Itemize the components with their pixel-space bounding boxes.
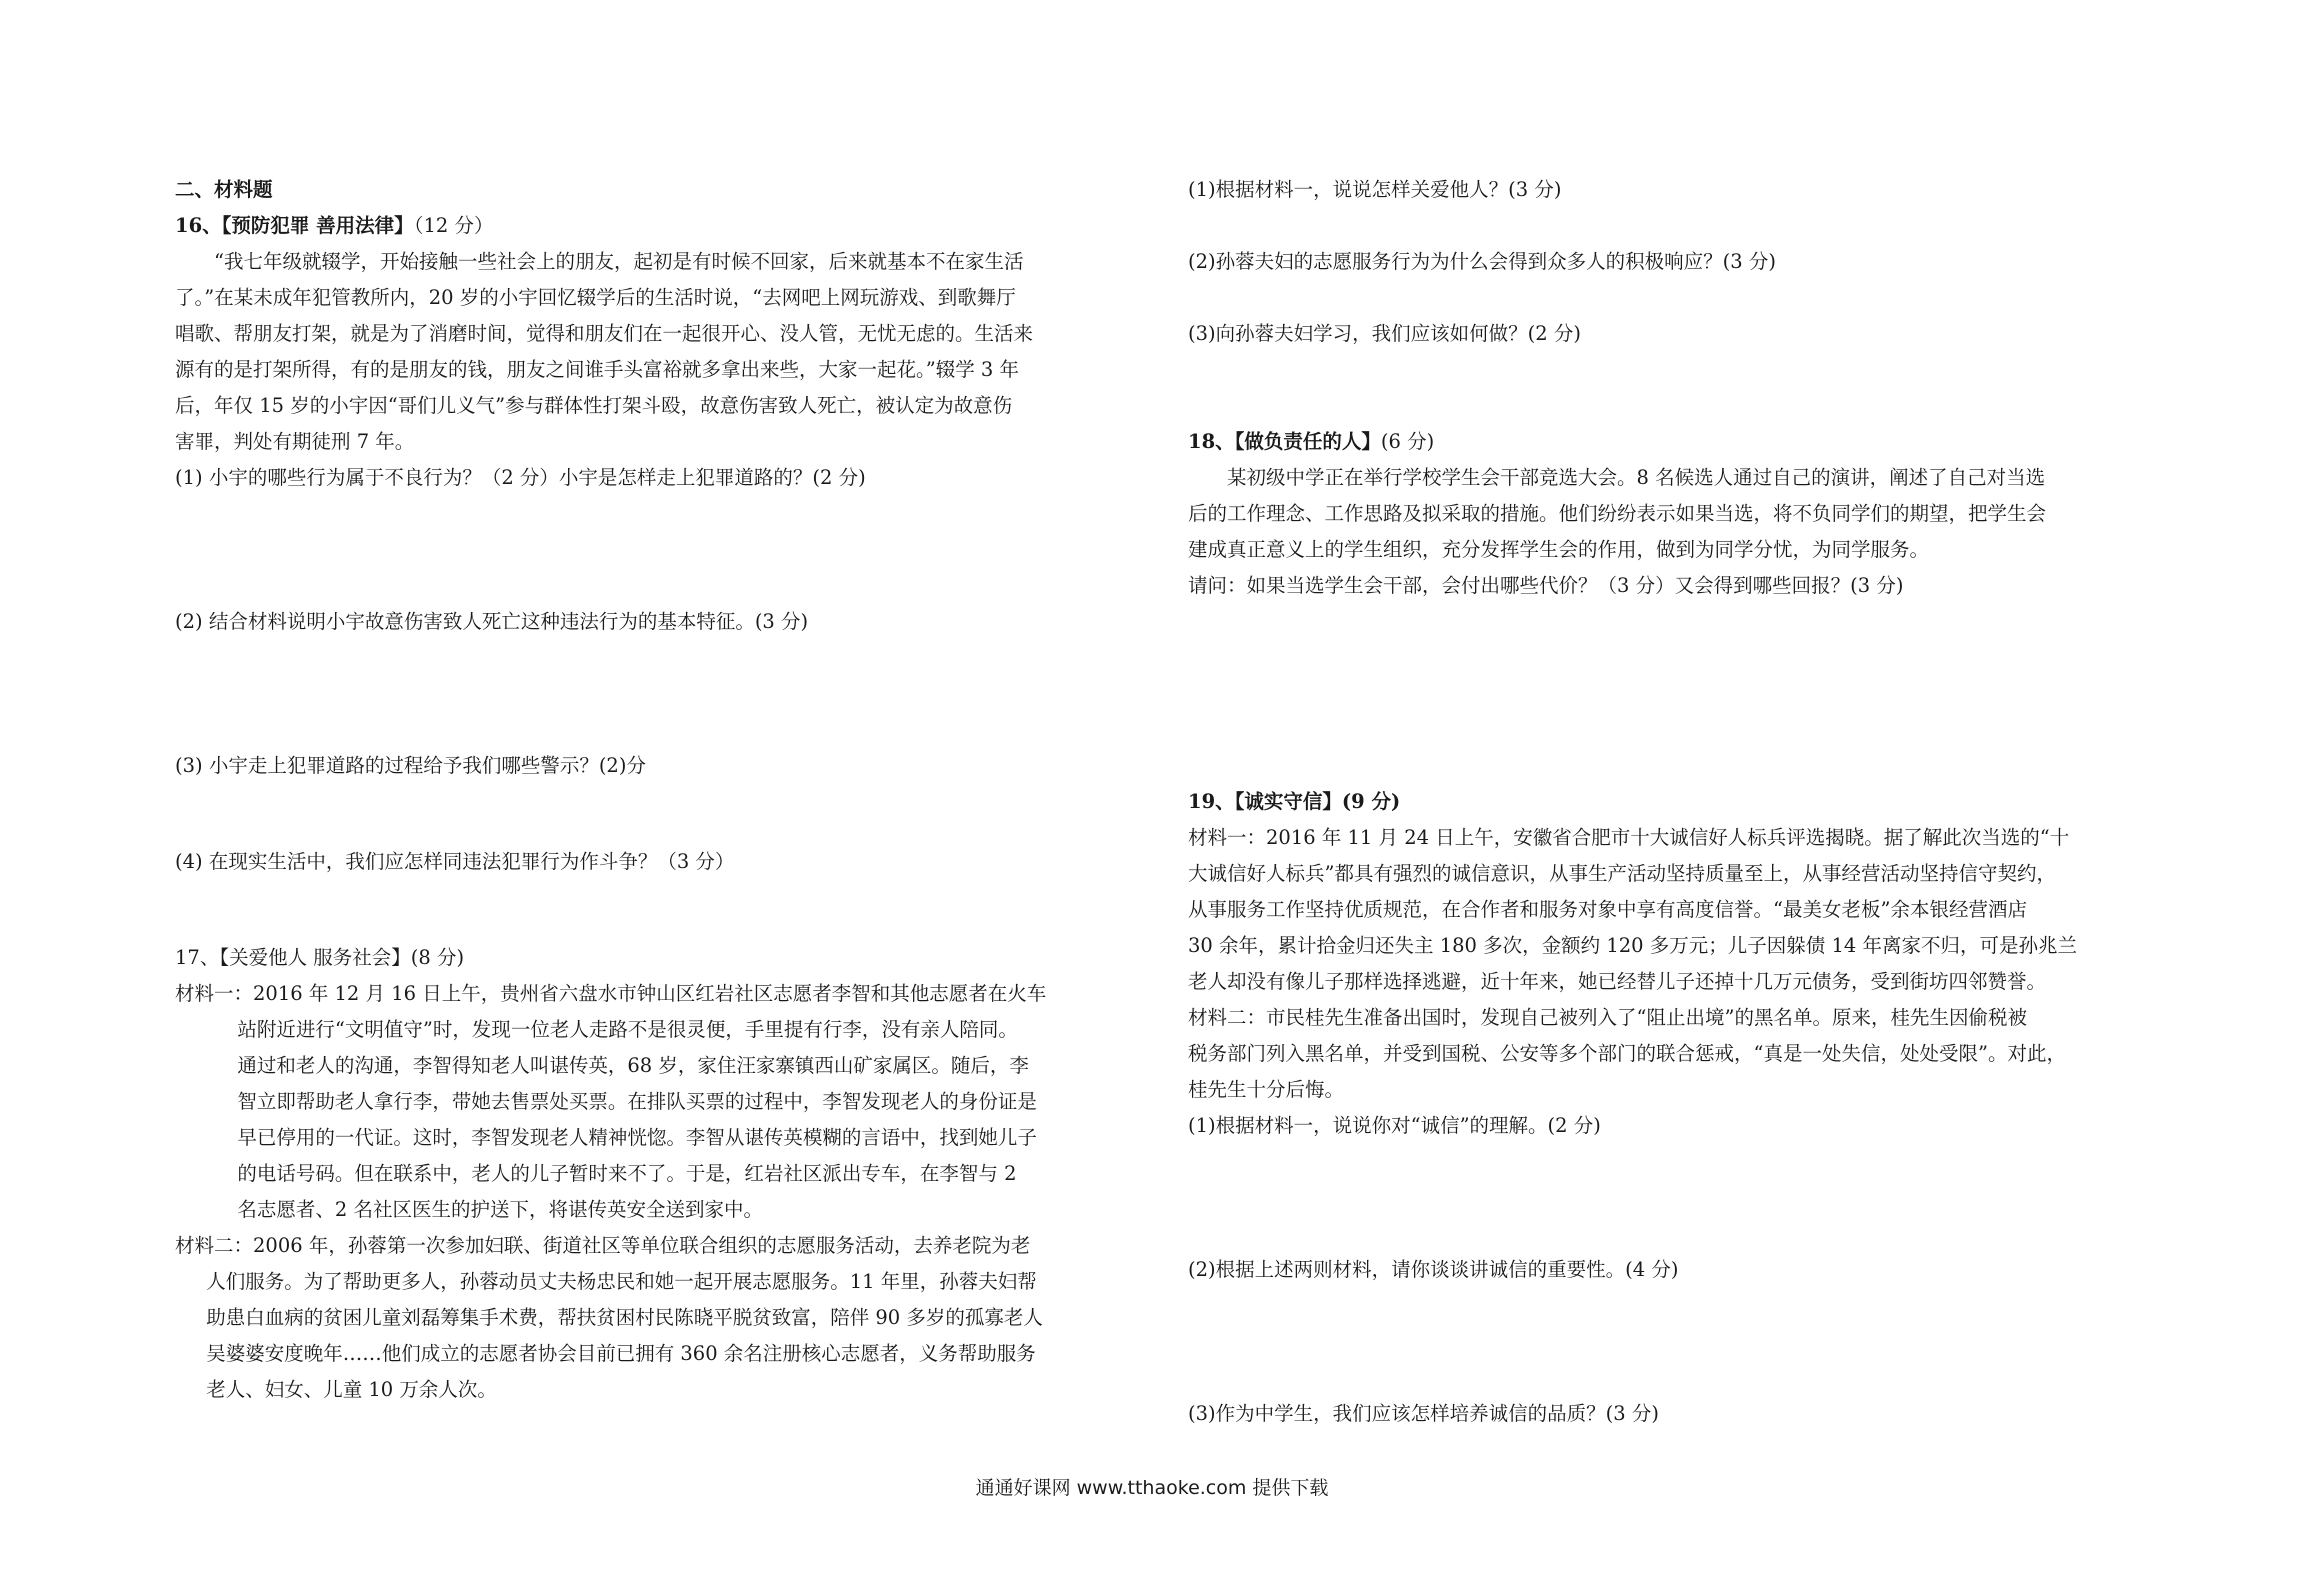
q16-title: 16、【预防犯罪 善用法律】 <box>175 214 414 237</box>
q18-heading <box>1188 424 2158 460</box>
q18-title: 18、【做负责任的人】 <box>1188 430 1381 453</box>
answer-space <box>1188 280 2158 316</box>
q19-material1-line: 老人却没有像儿子那样选择逃避，近十年来，她已经替儿子还掉十几万元债务，受到街坊四邻赞誉。 <box>1188 970 2047 993</box>
q19-material1-line: 30 余年，累计拾金归还失主 180 多次，金额约 120 多万元；儿子因躲债 14 年离家不归，可是孙兆兰 <box>1188 934 2077 957</box>
q18-material-line: 某初级中学正在举行学校学生会干部竞选大会。8 名候选人通过自己的演讲，阐述了自己对当选 <box>1227 466 2046 489</box>
q16-question-1: (1) 小宇的哪些行为属于不良行为？（2 分）小宇是怎样走上犯罪道路的？(2 分) <box>175 466 866 489</box>
answer-space <box>1188 352 2158 424</box>
q17-material1-line: 智立即帮助老人拿行李，带她去售票处买票。在排队买票的过程中，李智发现老人的身份证是 <box>237 1090 1037 1113</box>
q17-material1-line: 的电话号码。但在联系中，老人的儿子暂时来不了。于是，红岩社区派出专车，在李智与 2 <box>237 1162 1017 1185</box>
q17-material2-line: 助患白血病的贫困儿童刘磊筹集手术费，帮扶贫困村民陈晓平脱贫致富，陪伴 90 多岁的孤寡老人 <box>206 1306 1043 1329</box>
q17-material1-line: 材料一：2016 年 12 月 16 日上午，贵州省六盘水市钟山区红岩社区志愿者李智和其他志愿者在火车 <box>175 982 1047 1005</box>
answer-space <box>1188 208 2158 244</box>
q16-question-3: (3) 小宇走上犯罪道路的过程给予我们哪些警示？(2)分 <box>175 754 646 777</box>
q16-material-line: 了。”在某未成年犯管教所内，20 岁的小宇回忆辍学后的生活时说，“去网吧上网玩游戏、到歌舞厅 <box>175 286 1016 309</box>
q19-material1-line: 从事服务工作坚持优质规范，在合作者和服务对象中享有高度信誉。“最美女老板”余本银经营酒店 <box>1188 898 2027 921</box>
q19-material2-line: 桂先生十分后悔。 <box>1188 1078 1345 1101</box>
q17-question-2: (2)孙蓉夫妇的志愿服务行为为什么会得到众多人的积极响应？(3 分) <box>1188 250 1776 273</box>
q19-material1-line: 材料一：2016 年 11 月 24 日上午，安徽省合肥市十大诚信好人标兵评选揭晓。据了解此次当选的“十 <box>1188 826 2070 849</box>
section-title: 二、材料题 <box>175 178 273 201</box>
right-column <box>1188 172 2158 1432</box>
q16-heading <box>175 208 1155 244</box>
footer-credit: 通通好课网 www.tthaoke.com 提供下载 <box>975 1477 1329 1499</box>
q17-material1-line: 站附近进行“文明值守”时，发现一位老人走路不是很灵便，手里提有行李，没有亲人陪同。 <box>237 1018 1018 1041</box>
q19-material1-line: 大诚信好人标兵”都具有强烈的诚信意识，从事生产活动坚持质量至上，从事经营活动坚持信守契约， <box>1188 862 2056 885</box>
q17-material1-line: 早已停用的一代证。这时，李智发现老人精神恍惚。李智从谌传英模糊的言语中，找到她儿子 <box>237 1126 1037 1149</box>
q19-title: 19、【诚实守信】(9 分) <box>1188 790 1401 813</box>
q16-question-4: (4) 在现实生活中，我们应怎样同违法犯罪行为作斗争？（3 分） <box>175 850 735 873</box>
q16-material-line: 源有的是打架所得，有的是朋友的钱，朋友之间谁手头富裕就多拿出来些，大家一起花。”辍学 3 年 <box>175 358 1020 381</box>
answer-space <box>1188 1144 2158 1252</box>
answer-space <box>175 496 1155 604</box>
q16-material-line: 害罪，判处有期徒刑 7 年。 <box>175 430 415 453</box>
q18-material-line: 建成真正意义上的学生组织，充分发挥学生会的作用，做到为同学分忧，为同学服务。 <box>1188 538 1930 561</box>
q17-question-1: (1)根据材料一，说说怎样关爱他人？(3 分) <box>1188 178 1562 201</box>
answer-space <box>175 640 1155 748</box>
q17-title: 17、【关爱他人 服务社会】(8 分) <box>175 946 465 969</box>
q16-material-line: 后，年仅 15 岁的小宇因“哥们儿义气”参与群体性打架斗殴，故意伤害致人死亡，被认定为故意伤 <box>175 394 1013 417</box>
q17-material2-line: 人们服务。为了帮助更多人，孙蓉动员丈夫杨忠民和她一起开展志愿服务。11 年里，孙蓉夫妇帮 <box>206 1270 1037 1293</box>
q16-question-2: (2) 结合材料说明小宇故意伤害致人死亡这种违法行为的基本特征。(3 分) <box>175 610 809 633</box>
left-column <box>175 172 1155 1408</box>
answer-space <box>1188 1288 2158 1396</box>
q19-question-2: (2)根据上述两则材料，请你谈谈讲诚信的重要性。(4 分) <box>1188 1258 1679 1281</box>
answer-space <box>175 784 1155 844</box>
q16-material-line: 唱歌、帮朋友打架，就是为了消磨时间，觉得和朋友们在一起很开心、没人管，无忧无虑的。生活来 <box>175 322 1034 345</box>
q19-question-3: (3)作为中学生，我们应该怎样培养诚信的品质？(3 分) <box>1188 1402 1659 1425</box>
q19-material2-line: 材料二：市民桂先生准备出国时，发现自己被列入了“阻止出境”的黑名单。原来，桂先生因偷税被 <box>1188 1006 2027 1029</box>
q17-question-3: (3)向孙蓉夫妇学习，我们应该如何做？(2 分) <box>1188 322 1581 345</box>
answer-space <box>1188 604 2158 784</box>
q17-material1-line: 通过和老人的沟通，李智得知老人叫谌传英，68 岁，家住汪家寨镇西山矿家属区。随后，李 <box>237 1054 1029 1077</box>
q17-material2-line: 吴婆婆安度晚年……他们成立的志愿者协会目前已拥有 360 余名注册核心志愿者，义务帮助服务 <box>206 1342 1036 1365</box>
q16-points: （12 分） <box>413 214 494 237</box>
q19-material2-line: 税务部门列入黑名单，并受到国税、公安等多个部门的联合惩戒，“真是一处失信，处处受限”。对此， <box>1188 1042 2066 1065</box>
q17-material2-line: 老人、妇女、儿童 10 万余人次。 <box>206 1378 497 1401</box>
q17-material1-line: 名志愿者、2 名社区医生的护送下，将谌传英安全送到家中。 <box>237 1198 763 1221</box>
q19-question-1: (1)根据材料一，说说你对“诚信”的理解。(2 分) <box>1188 1114 1601 1137</box>
q16-material-line: “我七年级就辍学，开始接触一些社会上的朋友，起初是有时候不回家，后来就基本不在家生活 <box>214 250 1024 273</box>
q18-points: (6 分) <box>1380 430 1435 453</box>
q18-material-line: 后的工作理念、工作思路及拟采取的措施。他们纷纷表示如果当选，将不负同学们的期望，把学生会 <box>1188 502 2047 525</box>
q18-question: 请问：如果当选学生会干部，会付出哪些代价？（3 分）又会得到哪些回报？(3 分) <box>1188 574 1904 597</box>
answer-space <box>175 880 1155 940</box>
q17-material2-line: 材料二：2006 年，孙蓉第一次参加妇联、街道社区等单位联合组织的志愿服务活动，去养老院为老 <box>175 1234 1031 1257</box>
